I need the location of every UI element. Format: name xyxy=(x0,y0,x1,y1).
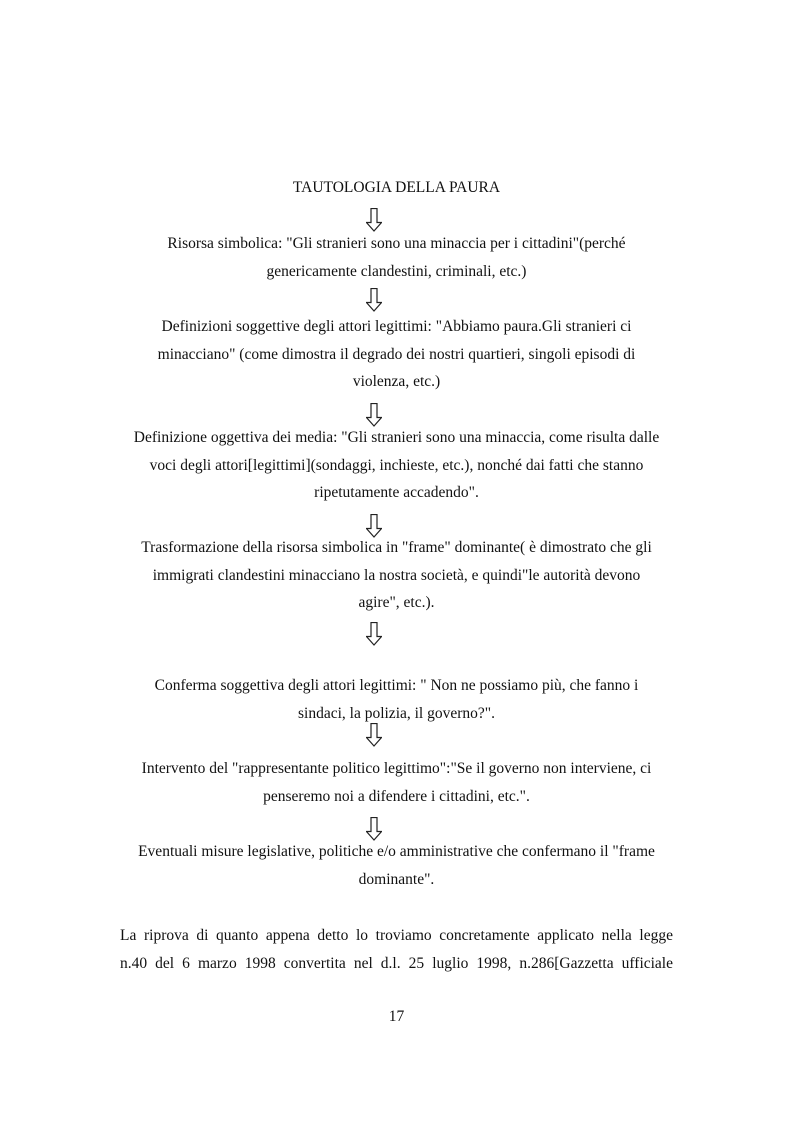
page-number: 17 xyxy=(388,1008,405,1025)
step-line: Risorsa simbolica: "Gli stranieri sono una minaccia per i cittadini"(perché xyxy=(167,235,626,252)
step-line: voci degli attori[legittimi](sondaggi, inchieste, etc.), nonché dai fatti che stanno xyxy=(149,456,644,474)
down-arrow-icon xyxy=(366,208,382,232)
step-line: Trasformazione della risorsa simbolica in "frame" dominante( è dimostrato che gli xyxy=(141,539,652,556)
step-line: minacciano" (come dimostra il degrado dei nostri quartieri, singoli episodi di xyxy=(157,345,636,363)
step-subjective-confirmation xyxy=(110,672,683,727)
paragraph-line: La riprova di quanto appena detto lo troviamo concretamente applicato nella legge xyxy=(120,927,673,944)
step-line: Eventuali misure legislative, politiche e/o amministrative che confermano il "frame xyxy=(138,843,655,860)
step-line: agire", etc.). xyxy=(358,594,435,611)
step-frame-transformation xyxy=(110,534,683,617)
down-arrow-icon xyxy=(366,622,382,646)
step-line: immigrati clandestini minacciano la nostra società, e quindi"le autorità devono xyxy=(152,566,641,584)
step-line: Definizione oggettiva dei media: "Gli stranieri sono una minaccia, come risulta dalle xyxy=(133,429,660,446)
step-line: violenza, etc.) xyxy=(352,373,441,390)
step-symbolic-resource xyxy=(110,230,683,285)
step-subjective-definitions xyxy=(110,313,683,396)
step-line: Intervento del "rappresentante politico legittimo":"Se il governo non interviene, ci xyxy=(141,760,652,777)
step-line: Conferma soggettiva degli attori legittimi: " Non ne possiamo più, che fanno i xyxy=(154,677,639,694)
step-line: dominante". xyxy=(358,870,435,888)
down-arrow-icon xyxy=(366,723,382,747)
step-line: Definizioni soggettive degli attori legittimi: "Abbiamo paura.Gli stranieri ci xyxy=(161,318,632,335)
step-line: genericamente clandestini, criminali, etc.) xyxy=(266,262,527,280)
body-paragraph xyxy=(120,922,673,978)
step-line: ripetutamente accadendo". xyxy=(314,484,479,501)
step-line: penseremo noi a difendere i cittadini, etc.". xyxy=(263,787,530,805)
step-media-definition xyxy=(110,424,683,507)
down-arrow-icon xyxy=(366,288,382,312)
step-line: sindaci, la polizia, il governo?". xyxy=(297,704,495,722)
step-legislative-measures xyxy=(110,838,683,893)
step-political-intervention xyxy=(110,755,683,810)
paragraph-line: n.40 del 6 marzo 1998 convertita nel d.l. 25 luglio 1998, n.286[Gazzetta ufficiale xyxy=(120,955,673,972)
document-title: TAUTOLOGIA DELLA PAURA xyxy=(292,179,501,196)
